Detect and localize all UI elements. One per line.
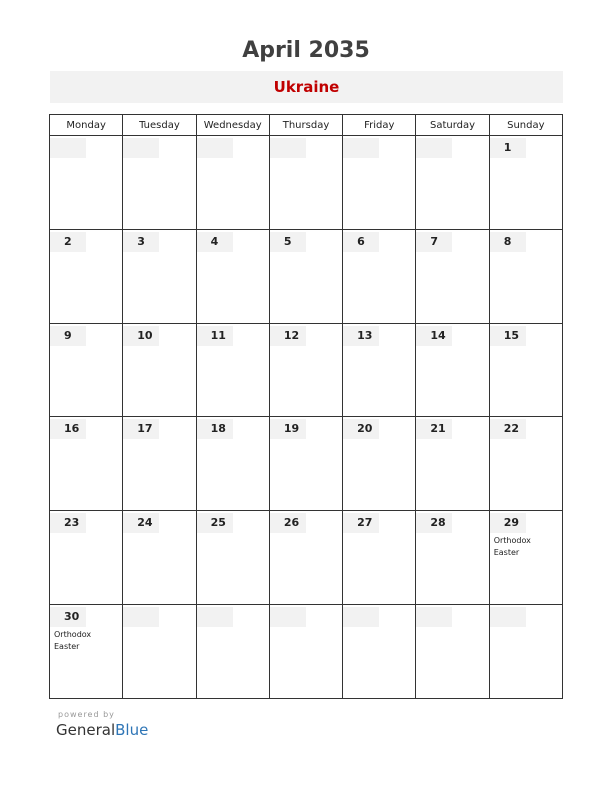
day-number: 7: [416, 232, 452, 252]
country-name: Ukraine: [273, 78, 340, 96]
empty-day-cell: [50, 136, 123, 230]
week-row: [50, 417, 563, 511]
empty-day-cell: [343, 605, 416, 699]
day-number: 12: [270, 326, 306, 346]
day-number: 20: [343, 419, 379, 439]
day-cell[interactable]: [50, 229, 123, 323]
day-number: 4: [197, 232, 233, 252]
holiday-label: Orthodox Easter: [54, 630, 92, 652]
day-number: 11: [197, 326, 233, 346]
day-number: 26: [270, 513, 306, 533]
day-number: 2: [50, 232, 86, 252]
day-cell[interactable]: [489, 417, 562, 511]
day-number: [343, 607, 379, 627]
empty-day-cell: [343, 136, 416, 230]
empty-day-cell: [123, 605, 196, 699]
day-cell[interactable]: [50, 323, 123, 417]
day-number: [490, 607, 526, 627]
day-cell[interactable]: [489, 511, 562, 605]
day-number: 22: [490, 419, 526, 439]
weekday-header-row: [50, 115, 563, 136]
week-row: [50, 136, 563, 230]
day-cell[interactable]: [343, 417, 416, 511]
empty-day-cell: [416, 136, 489, 230]
powered-by-text: powered by: [58, 710, 115, 719]
empty-day-cell: [269, 136, 342, 230]
day-cell[interactable]: [343, 323, 416, 417]
day-cell[interactable]: [50, 511, 123, 605]
day-cell[interactable]: [269, 229, 342, 323]
day-cell[interactable]: [489, 229, 562, 323]
day-number: 3: [123, 232, 159, 252]
day-number: 19: [270, 419, 306, 439]
day-cell[interactable]: [196, 323, 269, 417]
day-number: 28: [416, 513, 452, 533]
day-number: 6: [343, 232, 379, 252]
day-number: 13: [343, 326, 379, 346]
empty-day-cell: [489, 605, 562, 699]
day-number: [416, 138, 452, 158]
day-number: 29: [490, 513, 526, 533]
day-cell[interactable]: [489, 136, 562, 230]
day-number: 25: [197, 513, 233, 533]
day-cell[interactable]: [50, 605, 123, 699]
day-cell[interactable]: [123, 323, 196, 417]
weekday-wednesday: Wednesday: [196, 115, 269, 136]
day-number: [197, 607, 233, 627]
week-row: [50, 229, 563, 323]
day-cell[interactable]: [123, 229, 196, 323]
weekday-sunday: Sunday: [489, 115, 562, 136]
day-cell[interactable]: [416, 229, 489, 323]
country-banner: [50, 71, 563, 103]
holiday-label: Orthodox Easter: [493, 536, 531, 558]
day-number: 24: [123, 513, 159, 533]
day-cell[interactable]: [343, 229, 416, 323]
day-cell[interactable]: [196, 511, 269, 605]
day-number: 27: [343, 513, 379, 533]
day-number: [416, 607, 452, 627]
day-number: 17: [123, 419, 159, 439]
day-number: 15: [490, 326, 526, 346]
day-number: [197, 138, 233, 158]
day-cell[interactable]: [269, 417, 342, 511]
day-cell[interactable]: [196, 417, 269, 511]
day-number: 1: [490, 138, 526, 158]
day-number: 21: [416, 419, 452, 439]
day-number: 8: [490, 232, 526, 252]
week-row: [50, 511, 563, 605]
week-row: [50, 323, 563, 417]
day-number: [50, 138, 86, 158]
footer-brand: [56, 710, 148, 739]
day-cell[interactable]: [269, 511, 342, 605]
day-number: 16: [50, 419, 86, 439]
day-number: 18: [197, 419, 233, 439]
day-number: 10: [123, 326, 159, 346]
week-row: [50, 605, 563, 699]
empty-day-cell: [269, 605, 342, 699]
empty-day-cell: [196, 136, 269, 230]
brand-general: General: [56, 721, 116, 739]
day-cell[interactable]: [343, 511, 416, 605]
day-cell[interactable]: [50, 417, 123, 511]
day-cell[interactable]: [416, 511, 489, 605]
day-number: 5: [270, 232, 306, 252]
day-cell[interactable]: [123, 417, 196, 511]
page-title: April 2035: [242, 38, 370, 63]
weekday-tuesday: Tuesday: [123, 115, 196, 136]
day-number: 14: [416, 326, 452, 346]
weekday-saturday: Saturday: [416, 115, 489, 136]
day-number: [123, 607, 159, 627]
day-cell[interactable]: [489, 323, 562, 417]
day-number: [270, 607, 306, 627]
day-number: [270, 138, 306, 158]
day-cell[interactable]: [269, 323, 342, 417]
weekday-monday: Monday: [50, 115, 123, 136]
generalblue-logo[interactable]: [56, 721, 148, 739]
brand-blue: Blue: [115, 721, 149, 739]
weekday-thursday: Thursday: [269, 115, 342, 136]
day-number: 30: [50, 607, 86, 627]
day-number: [343, 138, 379, 158]
day-number: [123, 138, 159, 158]
day-cell[interactable]: [416, 417, 489, 511]
day-cell[interactable]: [416, 323, 489, 417]
empty-day-cell: [196, 605, 269, 699]
day-number: 23: [50, 513, 86, 533]
day-number: 9: [50, 326, 86, 346]
calendar-grid: [49, 114, 563, 699]
day-cell[interactable]: [196, 229, 269, 323]
empty-day-cell: [416, 605, 489, 699]
day-cell[interactable]: [123, 511, 196, 605]
weekday-friday: Friday: [343, 115, 416, 136]
empty-day-cell: [123, 136, 196, 230]
